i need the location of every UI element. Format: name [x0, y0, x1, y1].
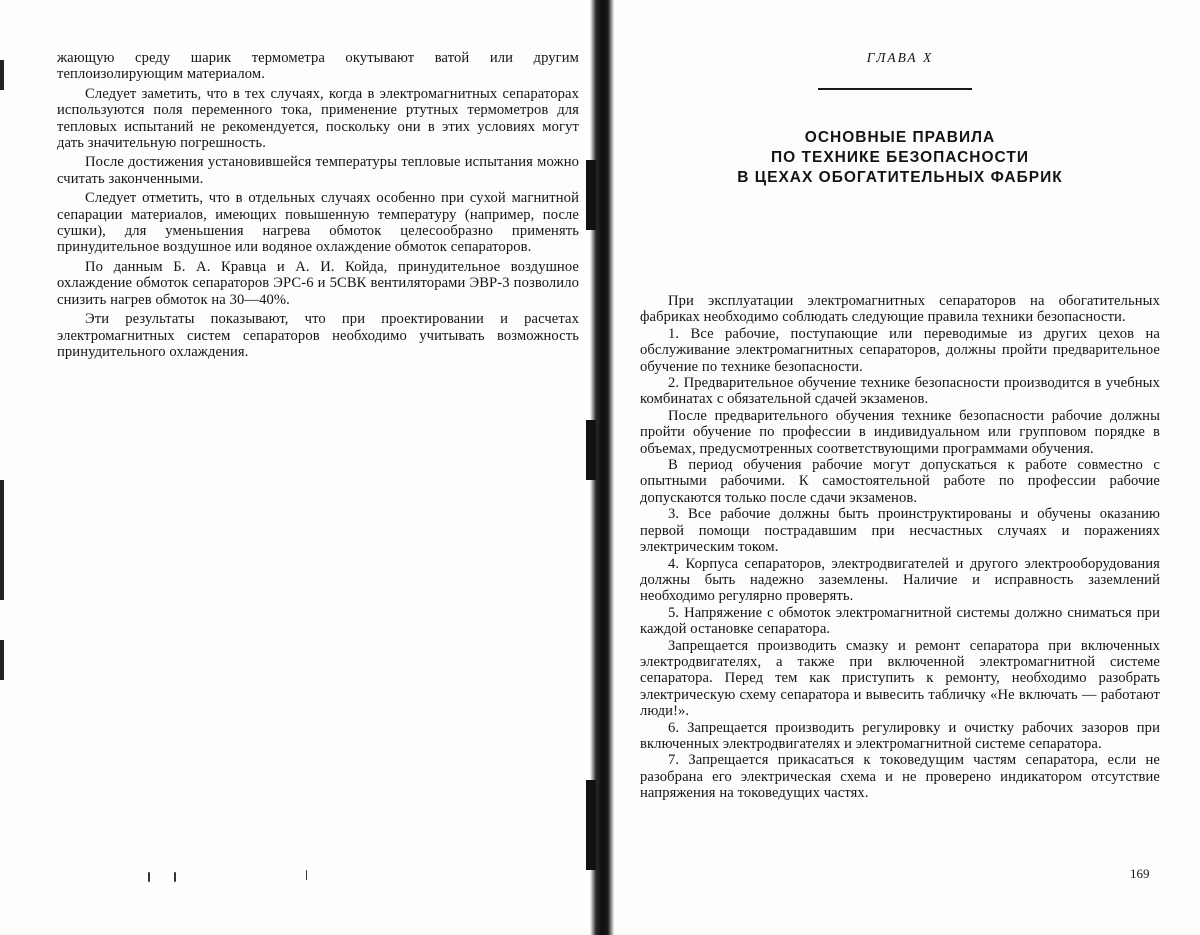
title-line: ПО ТЕХНИКЕ БЕЗОПАСНОСТИ — [771, 149, 1029, 166]
title-line: В ЦЕХАХ ОБОГАТИТЕЛЬНЫХ ФАБРИК — [737, 169, 1063, 186]
paragraph: 6. Запрещается производить регулировку и очистку рабочих зазоров при включенных электродвигателях и электромагнитной системе сепаратора. — [640, 719, 1160, 752]
heading-rule — [818, 88, 972, 90]
paragraph: Эти результаты показывают, что при проектировании и расчетах электромагнитных систем сепараторов необходимо учитывать возможность принудительного охлаждения. — [57, 311, 579, 360]
paragraph: 1. Все рабочие, поступающие или переводимые из других цехов на обслуживание электромагнитных сепараторов, должны пройти предварительное обучение по технике безопасности. — [640, 325, 1160, 375]
paragraph: жающую среду шарик термометра окутывают ватой или другим теплоизолирующим материалом. — [57, 50, 579, 83]
paragraph: В период обучения рабочие могут допускаться к работе совместно с опытными рабочими. К самостоятельной работе по профессии рабочие допускаются только после сдачи экзаменов. — [640, 457, 1160, 506]
page-number: 169 — [1130, 866, 1150, 881]
paragraph: 4. Корпуса сепараторов, электродвигателей и другого электрооборудования должны быть надежно заземлены. Наличие и исправность заземлений необходимо регулярно проверять. — [640, 555, 1160, 605]
paragraph: 3. Все рабочие должны быть проинструктированы и обучены оказанию первой помощи пострадавшим при несчастных случаях и поражениях электрическим током. — [640, 506, 1160, 556]
right-page-body — [640, 293, 1160, 802]
paragraph: 7. Запрещается прикасаться к токоведущим частям сепаратора, если не разобрана его электрическая схема и не проверено индикатором отсутствие напряжения на токоведущих частях. — [640, 752, 1160, 802]
paragraph: 2. Предварительное обучение технике безопасности производится в учебных комбинатах с обязательной сдачей экзаменов. — [640, 375, 1160, 408]
paragraph: 5. Напряжение с обмоток электромагнитной системы должно сниматься при каждой остановке сепаратора. — [640, 604, 1160, 638]
title-line: ОСНОВНЫЕ ПРАВИЛА — [804, 129, 996, 146]
paragraph: По данным Б. А. Кравца и А. И. Койда, принудительное воздушное охлаждение обмоток сепараторов ЭРС-6 и 5СВК вентиляторами ЭВР-3 позволило снизить нагрев обмоток на 30—40%. — [57, 258, 579, 308]
paragraph: Следует заметить, что в тех случаях, когда в электромагнитных сепараторах используются поля переменного тока, применение ртутных термометров для тепловых испытаний не рекомендуется, поскольку они в этих условиях могут дать значительную погрешность. — [57, 85, 579, 152]
chapter-heading: ГЛАВА Х — [866, 50, 934, 65]
paragraph: Запрещается производить смазку и ремонт сепаратора при включенных электродвигателях, а также при включенной электромагнитной системе сепаратора. Перед тем как приступить к ремонту, необходимо разобрать электрическую схему сепаратора и вывесить табличку «Не включать — работают люди!». — [640, 637, 1160, 720]
paragraph: При эксплуатации электромагнитных сепараторов на обогатительных фабриках необходимо соблюдать следующие правила техники безопасности. — [640, 293, 1160, 326]
chapter-title — [640, 128, 1160, 188]
paragraph: После достижения установившейся температуры тепловые испытания можно считать законченными. — [57, 154, 579, 187]
paragraph: После предварительного обучения технике безопасности рабочие должны пройти обучение по профессии в индивидуальном или групповом порядке в объемах, предусмотренных соответствующими программами обучения. — [640, 407, 1160, 457]
left-page — [0, 0, 596, 935]
left-page-body — [57, 50, 579, 360]
paragraph: Следует отметить, что в отдельных случаях особенно при сухой магнитной сепарации материалов, имеющих повышенную температуру (например, после сушки), для уменьшения нагрева обмоток целесообразно применять принудительное воздушное или водяное охлаждение обмоток сепараторов. — [57, 190, 579, 256]
